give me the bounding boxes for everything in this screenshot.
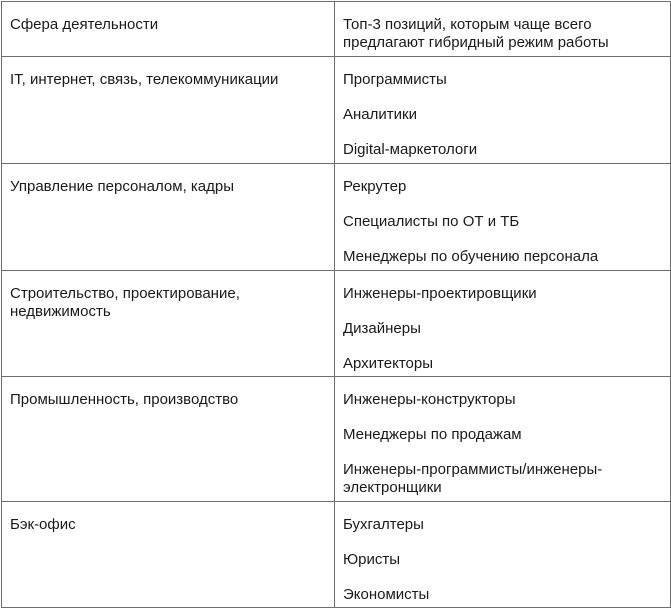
sphere-cell: IT, интернет, связь, телекоммуникации	[2, 57, 335, 164]
position-item: Дизайнеры	[343, 320, 421, 337]
sphere-cell: Промышленность, производство	[2, 377, 335, 502]
position-item: Юристы	[343, 551, 401, 568]
position-item: Менеджеры по обучению персонала	[343, 248, 599, 265]
positions-cell	[335, 502, 671, 608]
sphere-cell: Бэк-офис	[2, 502, 335, 608]
table-row	[2, 502, 671, 608]
header-row	[2, 2, 671, 57]
table-row	[2, 271, 671, 377]
position-item: Аналитики	[343, 106, 417, 123]
positions-cell	[335, 164, 671, 271]
sphere-cell: Строительство, проектирование, недвижимость	[2, 271, 335, 377]
position-item: Инженеры-конструкторы	[343, 391, 516, 408]
position-item: Специалисты по ОТ и ТБ	[343, 213, 520, 230]
positions-cell	[335, 271, 671, 377]
position-item: Архитекторы	[343, 355, 433, 372]
table-row	[2, 377, 671, 502]
positions-cell	[335, 57, 671, 164]
position-item: Экономисты	[343, 586, 430, 603]
position-item: Программисты	[343, 71, 447, 88]
header-top-positions: Топ-3 позиций, которым чаще всего предлагают гибридный режим работы	[335, 2, 671, 57]
position-item: Рекрутер	[343, 178, 407, 195]
position-item: Инженеры-программисты/инженеры-электронщики	[343, 461, 603, 496]
position-item: Менеджеры по продажам	[343, 426, 522, 443]
hybrid-positions-table	[1, 1, 671, 608]
header-sphere: Сфера деятельности	[2, 2, 335, 57]
positions-cell	[335, 377, 671, 502]
sphere-cell: Управление персоналом, кадры	[2, 164, 335, 271]
position-item: Инженеры-проектировщики	[343, 285, 537, 302]
table-row	[2, 164, 671, 271]
position-item: Digital-маркетологи	[343, 141, 478, 158]
table-row	[2, 57, 671, 164]
position-item: Бухгалтеры	[343, 516, 424, 533]
